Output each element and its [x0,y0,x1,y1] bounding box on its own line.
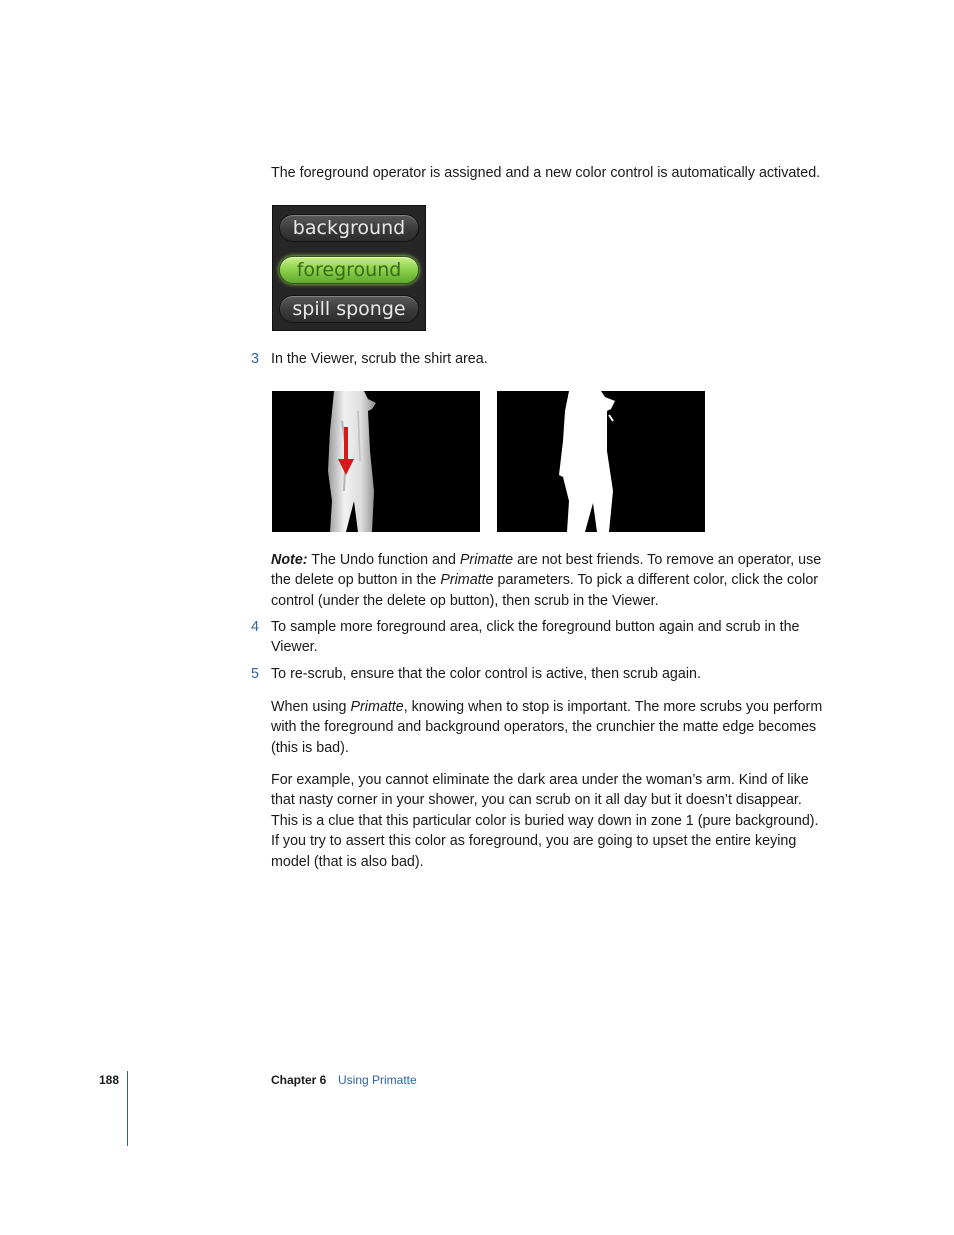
stop-text-2: , knowing when to stop is important. The more scrubs you perform with the foreground and background operators, the crunchier the matte edge becomes (this is bad). [271,699,823,756]
note-text-3: parameters. To pick a different color, click the color control (under the delete op button), then scrub in the Viewer. [271,572,819,609]
step-number: 5 [251,666,259,682]
note-app-name-2: Primatte [440,572,494,589]
note-text-2: are not best friends. To remove an operator, use the delete op button in the [271,552,822,589]
example-paragraph: For example, you cannot eliminate the dark area under the woman’s arm. Kind of like that nasty corner in your shower, you can scrub on it all day but it doesn’t disappear. This is a clue that this particular color is buried way down in zone 1 (pure background). If you try to assert this color as foreground, you are going to upset the entire keying model (that is also bad). [271,772,819,870]
step-text: To re-scrub, ensure that the color control is active, then scrub again. [271,666,701,682]
chapter-title-link[interactable]: Using Primatte [338,1073,417,1087]
note-text-1: The Undo function and [307,552,460,568]
stop-paragraph [271,697,827,758]
background-button[interactable]: background [279,214,419,242]
viewer-scrub-image [272,391,480,532]
step-number: 4 [251,619,259,635]
foreground-button[interactable]: foreground [279,256,419,284]
stop-app-name: Primatte [350,699,404,715]
note-label: Note: [271,552,308,568]
note-app-name-1: Primatte [459,552,514,568]
viewer-matte-image [497,391,705,532]
operator-buttons-panel [272,205,426,331]
step-text: In the Viewer, scrub the shirt area. [271,351,488,367]
step-number: 3 [251,351,259,367]
spill-sponge-button[interactable]: spill sponge [279,295,419,323]
note-paragraph [271,550,827,611]
matte-silhouette-icon [497,391,705,532]
step-text: To sample more foreground area, click the foreground button again and scrub in the Viewer. [271,619,800,656]
footer-divider [127,1071,128,1146]
chapter-label: Chapter 6 [271,1073,327,1087]
intro-paragraph: The foreground operator is assigned and a new color control is automatically activated. [271,165,821,181]
figure-silhouette-icon [272,391,480,532]
stop-text-1: When using [271,699,351,715]
page-number: 188 [99,1073,120,1087]
